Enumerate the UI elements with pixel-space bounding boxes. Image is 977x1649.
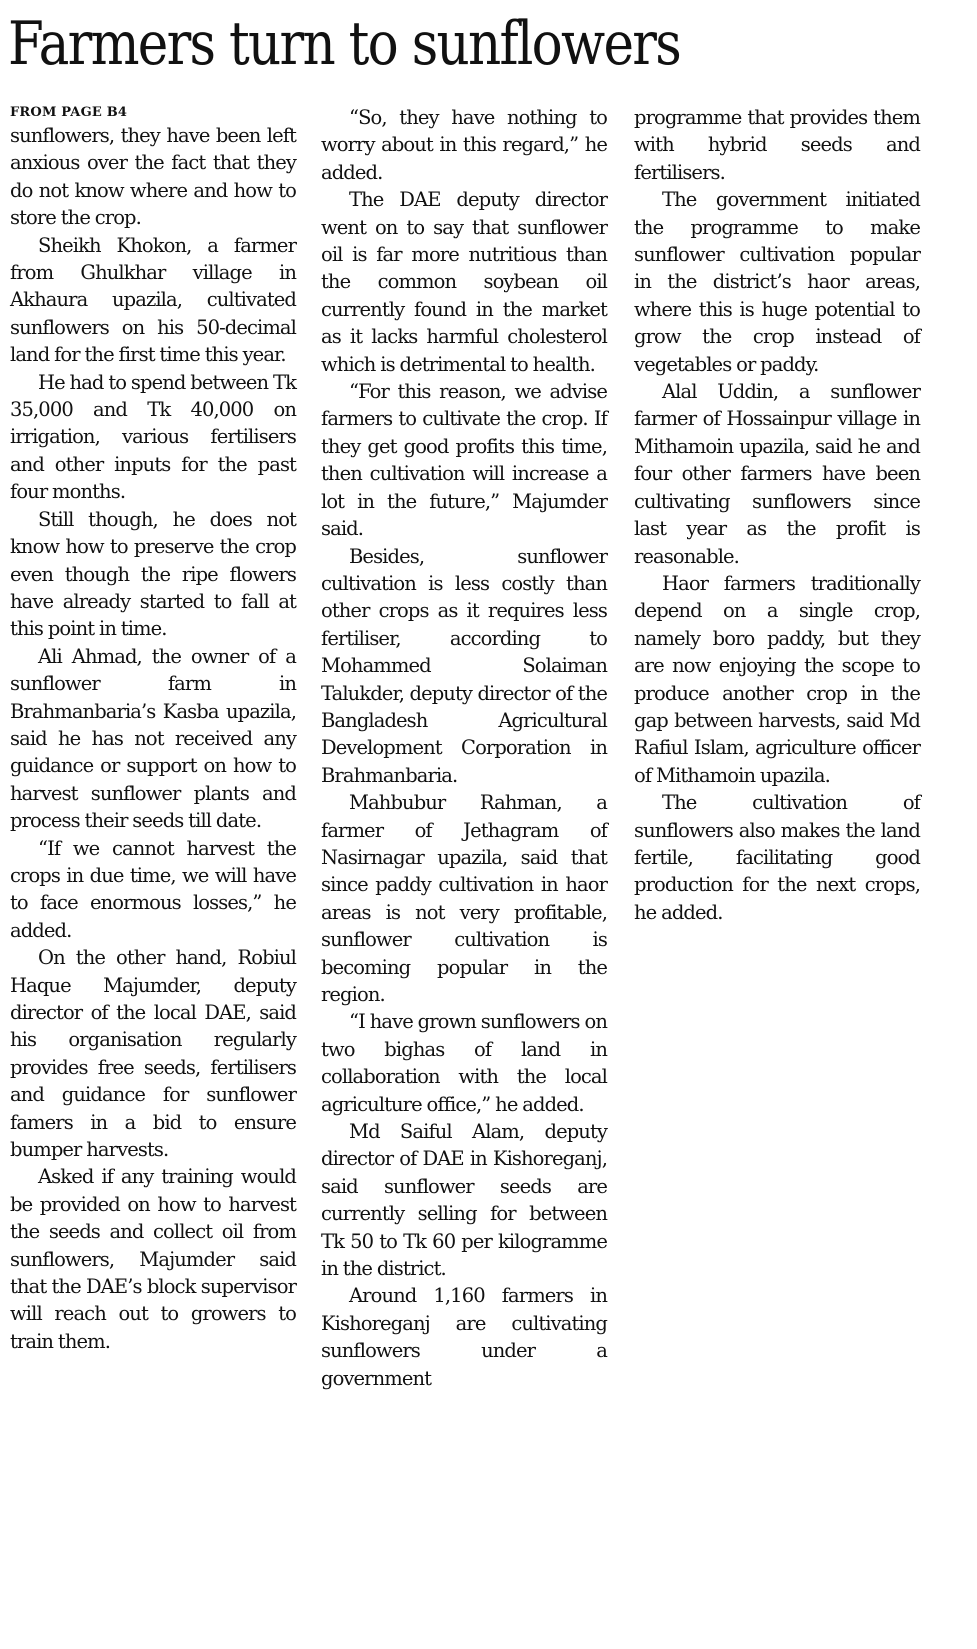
article-body xyxy=(10,104,962,1644)
paragraph: Sheikh Khokon, a farmer from Ghulkhar village in Akhaura upazila, cultivated sunflowers on his 50-decimal land for the first time this year. xyxy=(10,233,296,367)
paragraph: Ali Ahmad, the owner of a sunflower farm in Brahmanbaria’s Kasba upazila, said he has not received any guidance or support on how to harvest sunflower plants and process their seeds till date. xyxy=(10,644,296,833)
paragraph: The government initiated the programme to make sunflower cultivation popular in the district’s haor areas, where this is huge potential to grow the crop instead of vegetables or paddy. xyxy=(634,188,920,376)
paragraph: “I have grown sunflowers on two bighas of land in collaboration with the local agriculture office,” he added. xyxy=(321,1010,607,1116)
paragraph: The cultivation of sunflowers also makes the land fertile, facilitating good production for the next crops, he added. xyxy=(634,791,920,924)
jump-label: FROM PAGE B4 xyxy=(10,105,128,120)
paragraph: Alal Uddin, a sunflower farmer of Hossainpur village in Mithamoin upazila, said he and four other farmers have been cultivating sunflowers since last year as the profit is reasonable. xyxy=(634,380,920,568)
paragraph: “For this reason, we advise farmers to cultivate the crop. If they get good profits this time, then cultivation will increase a lot in the future,” Majumder said. xyxy=(321,380,607,541)
paragraph: Haor farmers traditionally depend on a single crop, namely boro paddy, but they are now enjoying the scope to produce another crop in the gap between harvests, said Md Rafiul Islam, agriculture officer of Mithamoin upazila. xyxy=(634,571,920,787)
paragraph: Mahbubur Rahman, a farmer of Jethagram of Nasirnagar upazila, said that since paddy cultivation in haor areas is not very profitable, sunflower cultivation is becoming popular in the region. xyxy=(321,791,607,1006)
paragraph: “So, they have nothing to worry about in this regard,” he added. xyxy=(321,106,607,184)
paragraph: Asked if any training would be provided on how to harvest the seeds and collect oil from sunflowers, Majumder said that the DAE’s block supervisor will reach out to growers to train them. xyxy=(10,1165,296,1353)
paragraph: “If we cannot harvest the crops in due time, we will have to face enormous losses,” he added. xyxy=(10,836,296,942)
paragraph: He had to spend between Tk 35,000 and Tk 40,000 on irrigation, various fertilisers and other inputs for the past four months. xyxy=(10,370,296,504)
paragraph: sunflowers, they have been left anxious over the fact that they do not know where and how to store the crop. xyxy=(10,124,296,230)
column-3 xyxy=(634,104,920,926)
paragraph: The DAE deputy director went on to say that sunflower oil is far more nutritious than the common soybean oil currently found in the market as it lacks harmful cholesterol which is detrimental to health. xyxy=(321,188,607,376)
paragraph: On the other hand, Robiul Haque Majumder, deputy director of the local DAE, said his organisation regularly provides free seeds, fertilisers and guidance for sunflower famers in a bid to ensure bumper harvests. xyxy=(10,946,296,1162)
paragraph: Around 1,160 farmers in Kishoreganj are cultivating sunflowers under a government xyxy=(321,1284,607,1390)
paragraph: Md Saiful Alam, deputy director of DAE in Kishoreganj, said sunflower seeds are currently selling for between Tk 50 to Tk 60 per kilogramme in the district. xyxy=(321,1120,607,1281)
column-1 xyxy=(10,104,296,1355)
column-2 xyxy=(321,104,607,1392)
headline: Farmers turn to sunflowers xyxy=(8,9,680,79)
paragraph: programme that provides them with hybrid seeds and fertilisers. xyxy=(634,106,920,184)
paragraph: Besides, sunflower cultivation is less costly than other crops as it requires less fertiliser, according to Mohammed Solaiman Talukder, deputy director of the Bangladesh Agricultural Development Corporation in Brahmanbaria. xyxy=(321,544,607,787)
paragraph: Still though, he does not know how to preserve the crop even though the ripe flowers have already started to fall at this point in time. xyxy=(10,507,296,641)
